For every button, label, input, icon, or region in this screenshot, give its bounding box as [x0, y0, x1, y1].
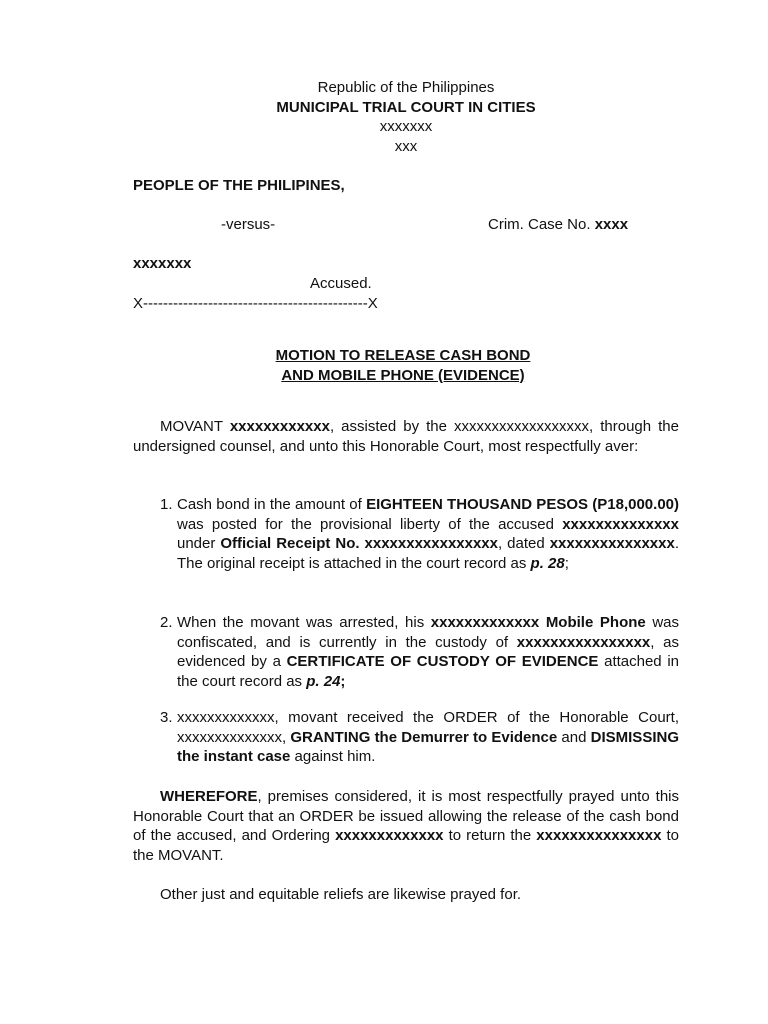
document-title [0, 346, 768, 385]
item-text: xxxxxxxxxxxxx, movant received the ORDER of the Honorable Court, xxxxxxxxxxxxxx, GRANTING the Demurrer to Evidence and DISMISSING the instant case against him. [177, 709, 679, 766]
case-number-label: Crim. Case No. [488, 216, 595, 233]
list-item [160, 495, 679, 573]
title-line-1: MOTION TO RELEASE CASH BOND [275, 347, 531, 364]
plaintiff: PEOPLE OF THE PHILIPINES, [133, 177, 345, 194]
case-number-value: xxxx [594, 216, 629, 233]
accused-label: Accused. [310, 275, 372, 292]
list-item [160, 708, 679, 767]
movant-name: xxxxxxxxxxxx [229, 418, 330, 435]
court-header [0, 78, 768, 156]
court-name: MUNICIPAL TRIAL COURT IN CITIES [276, 98, 536, 116]
caption-separator: X---------------------------------------------X [133, 295, 378, 312]
list-item [160, 613, 679, 691]
item-text: Cash bond in the amount of EIGHTEEN THOUSAND PESOS (P18,000.00) was posted for the provisional liberty of the accused xxxxxxxxxxxxxx under Official Receipt No. xxxxxxxxxxxxxxxx, dated xxxxxxxxxxxxxxx. The original receipt is attached in the court record as p. 28; [177, 496, 679, 572]
item-number: 2. [160, 614, 173, 631]
closing-paragraph: Other just and equitable reliefs are likewise prayed for. [160, 886, 522, 903]
item-number: 3. [160, 709, 173, 726]
title-line-2: AND MOBILE PHONE (EVIDENCE) [281, 366, 525, 384]
item-number: 1. [160, 496, 173, 513]
court-branch: xxx [394, 137, 418, 155]
accused-name: xxxxxxx [133, 255, 192, 272]
intro-paragraph: MOVANT xxxxxxxxxxxx, assisted by the xxxxxxxxxxxxxxxxxx, through the undersigned counsel, and unto this Honorable Court, most respectfully aver: [133, 418, 679, 455]
prayer-paragraph: WHEREFORE, premises considered, it is most respectfully prayed unto this Honorable Court that an ORDER be issued allowing the release of the cash bond of the accused, and Ordering xxxxxxxxxxxxx to return the xxxxxxxxxxxxxxx to the MOVANT. [133, 788, 680, 864]
item-text: When the movant was arrested, his xxxxxxxxxxxxx Mobile Phone was confiscated, and is currently in the custody of xxxxxxxxxxxxxxxx, as evidenced by a CERTIFICATE OF CUSTODY OF EVIDENCE attached in the court record as p. 24; [177, 614, 679, 690]
republic-line: Republic of the Philippines [317, 79, 495, 96]
case-number [488, 215, 628, 235]
versus-label: -versus- [221, 216, 276, 233]
court-place: xxxxxxx [379, 118, 433, 136]
